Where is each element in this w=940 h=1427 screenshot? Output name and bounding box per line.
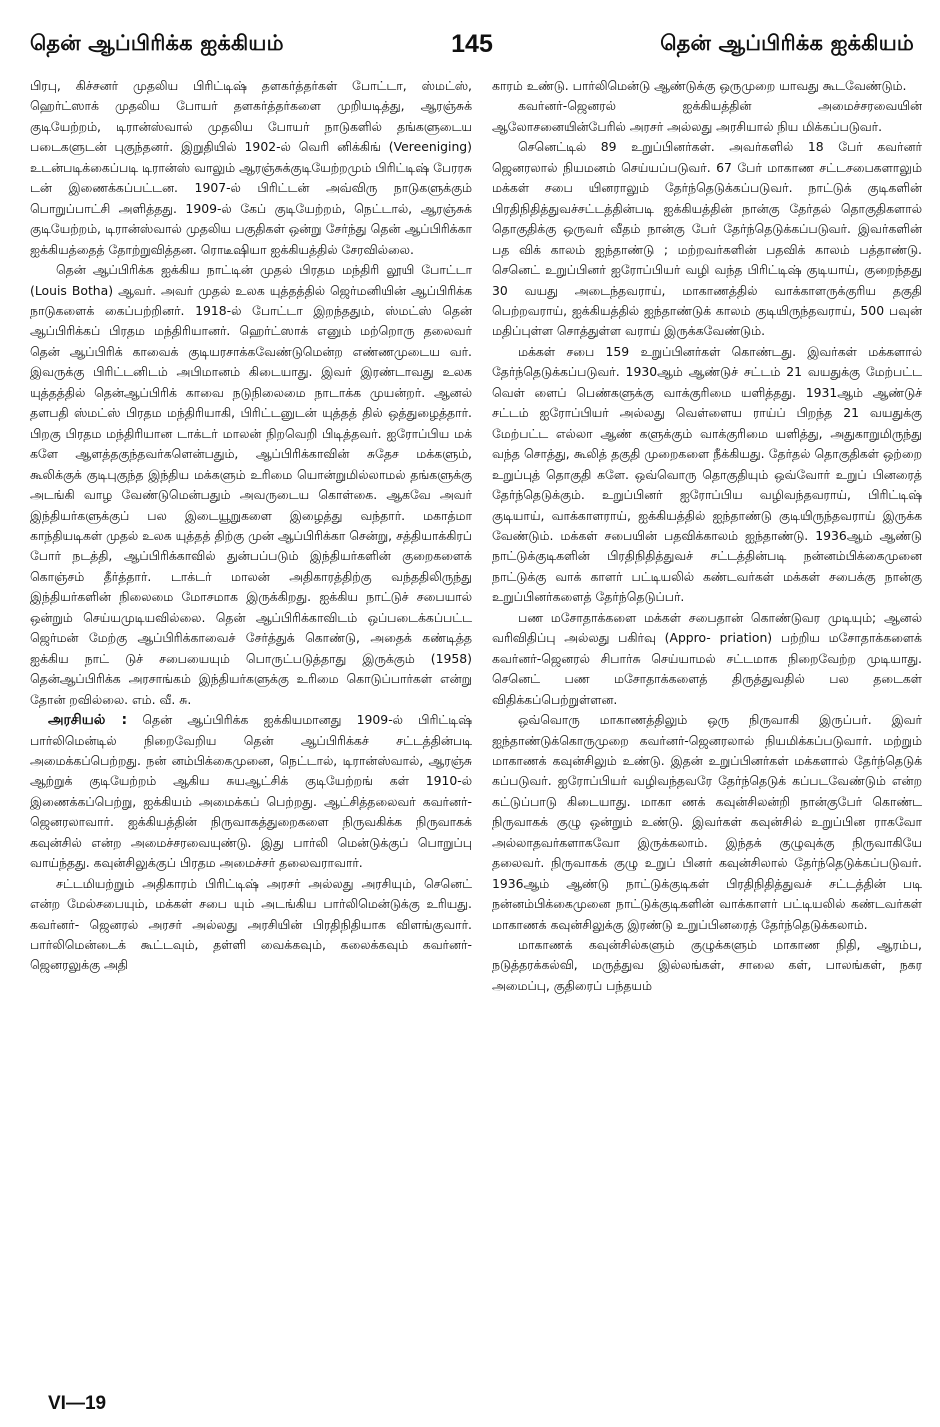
- paragraph: பிரபு, கிச்சனர் முதலிய பிரிட்டிஷ் தளகர்த்தர்கள் போட்டா, ஸ்மட்ஸ், ஹெர்ட்ஸாக் முதலிய போயர் தளகர்த்தர்களை முறியடித்து, ஆரஞ்சுக் குடியேற்றம், டிரான்ஸ்வால் முதலிய போயர் நாடுகளில் தங்களுடைய படைகளுடன் புகுந்தனர். இறுதியில் 1902-ல் வெரி னிக்கிங் (Vereeniging) உடன்படிக்கைப்படி டிரான்ஸ் வாலும் ஆரஞ்சுக்குடியேற்றமும் பிரிட்டிஷ் பேரரசு டன் இணைக்கப்பட்டன. 1907-ல் பிரிட்டன் அவ்விரு நாடுகளுக்கும் பொறுப்பாட்சி அளித்தது. 1909-ல் கேப் குடியேற்றம், நெட்டால், ஆரஞ்சுக் குடியேற்றம், டிரான்ஸ்வால் முதலிய பகுதிகள் ஒன்று சேர்ந்து தென் ஆப்பிரிக்கா ஐக்கியத்தைத் தோற்றுவித்தன. ரொடீஷியா ஐக்கியத்தில் சேரவில்லை.: [30, 78, 472, 257]
- paragraph: சட்டமியற்றும் அதிகாரம் பிரிட்டிஷ் அரசர் அல்லது அரசியும், செனெட் என்ற மேல்சபையும், மக்கள் சபை யும் அடங்கிய பார்லிமென்டுக்கு உரியது. கவர்னர்- ஜெனரல் அரசர் அல்லது அரசியின் பிரதிநிதியாக விளங்குவார். பார்லிமென்டைக் கூட்டவும், தள்ளி வைக்கவும், கலைக்கவும் கவர்னர்-ஜெனரலுக்கு அதி: [30, 875, 472, 973]
- running-title-left: தென் ஆப்பிரிக்க ஐக்கியம்: [30, 30, 284, 55]
- politics-section-paragraph: [30, 710, 472, 874]
- running-title-right: தென் ஆப்பிரிக்க ஐக்கியம்: [660, 30, 914, 55]
- paragraph: ஒவ்வொரு மாகாணத்திலும் ஒரு நிருவாகி இருப்பர். இவர் ஐந்தாண்டுக்கொருமுறை கவர்னர்-ஜெனரலால் நியமிக்கப்படுவார். மற்றும் மாகாணக் கவுன்சிலும் உண்டு. இதன் உறுப்பினர்கள் மக்களால் தேர்ந்தெடுக் கப்படுவர். ஐரோப்பியர் வழிவந்தவரே தேர்ந்தெடுக் கப்படவேண்டும் என்ற கட்டுப்பாடு கிடையாது. மாகா ணக் கவுன்சிலன்றி நான்குபேர் கொண்ட நிருவாகக் குழு ஒன்றும் உண்டு. இவர்கள் கவுன்சில் உறுப்பின ராகவோ அல்லாதவர்களாகவோ இருக்கலாம். இந்தக் குழுவுக்கு நிருவாகியே தலைவர். நிருவாகக் குழு உறுப் பினர் கவுன்சிலால் தேர்ந்தெடுக்கப்படுவர். 1936ஆம் ஆண்டு நாட்டுக்குடிகள் பிரதிநிதித்துவச் சட்டத்தின் படி நன்னம்பிக்கைமுனை நாட்டுக்குடிகளின் வாக்காளர் பட்டியலில் கண்டவர்கள் மாகாணக் கவுன்சிலுக்கு இரண்டு உறுப்பினரைத் தேர்ந்தெடுக்கலாம்.: [492, 712, 922, 932]
- section-title: அரசியல் :: [48, 712, 128, 729]
- paragraph: மக்கள் சபை 159 உறுப்பினர்கள் கொண்டது. இவர்கள் மக்களால் தேர்ந்தெடுக்கப்படுவர். 1930ஆம் ஆண்டுச் சட்டம் 21 வயதுக்கு மேற்பட்ட வெள் ளைப் பெண்களுக்கு வாக்குரிமை யளித்தது. 1931ஆம் ஆண்டுச் சட்டம் ஐரோப்பியர் அல்லது வெள்ளைய ராய்ப் பிறந்த 21 வயதுக்கு மேற்பட்ட எல்லா ஆண் களுக்கும் வாக்குரிமை யளித்து, அதுகாறுமிருந்து வந்த சொத்து, கூலித் தகுதி முறைகளை நீக்கியது. தேர்தல் தொகுதிகள் ஒற்றை உறுப்புத் தொகுதி களே. ஒவ்வொரு தொகுதியும் ஒவ்வோர் உறுப் பினரைத் தேர்ந்தெடுக்கும். உறுப்பினர் ஐரோப்பிய வழிவந்தவராய், பிரிட்டிஷ் குடியாய், வாக்காளராய், ஐக்கியத்தில் ஐந்தாண்டு குடியிருந்தவராய் இருக்க வேண்டும். மக்கள் சபையின் பதவிக்காலம் ஐந்தாண்டு. 1936ஆம் ஆண்டு நாட்டுக்குடிகளின் பிரதிநிதித்துவச் சட்டத்தின்படி நன்னம்பிக்கைமுனை நாட்டுக்கு வாக் காளர் பட்டியலில் கண்டவர்கள் மக்கள் சபைக்கு நான்கு உறுப்பினர்களைத் தேர்ந்தெடுப்பர்.: [492, 343, 922, 605]
- paragraph: கவர்னர்-ஜெனரல் ஐக்கியத்தின் அமைச்சரவையின் ஆலோசனையின்பேரில் அரசர் அல்லது அரசியால் நிய மிக்கப்படுவர்.: [492, 98, 922, 134]
- section-text: தென் ஆப்பிரிக்க ஐக்கியமானது 1909-ல் பிரிட்டிஷ் பார்லிமென்டில் நிறைவேறிய தென் ஆப்பிரிக்கச் சட்டத்தின்படி அமைக்கப்பெற்றது. நன் னம்பிக்கைமுனை, நெட்டால், டிரான்ஸ்வால், ஆரஞ்சு ஆற்றுக் குடியேற்றம் ஆகிய சுயஆட்சிக் குடியேற்றங் கள் 1910-ல் இணைக்கப்பெற்று, ஐக்கியம் அமைக்கப் பெற்றது. ஆட்சித்தலைவர் கவர்னர்-ஜெனரலாவார். ஐக்கியத்தின் நிருவாகத்துறைகளை நிருவகிக்க நிருவாகக் கவுன்சில் என்ற அமைச்சரவையுண்டு. இது பார்லி மென்டுக்குப் பொறுப்பு வாய்ந்தது. கவுன்சிலுக்குப் பிரதம அமைச்சர் தலைவராவார்.: [30, 712, 472, 871]
- paragraph: செனெட்டில் 89 உறுப்பினர்கள். அவர்களில் 18 பேர் கவர்னர் ஜெனரலால் நியமனம் செய்யப்படுவர். 67 பேர் மாகாண சட்டசபைகளாலும் மக்கள் சபை யினராலும் தேர்ந்தெடுக்கப்படுவர். நாட்டுக் குடிகளின் பிரதிநிதித்துவச்சட்டத்தின்படி ஐக்கியத்தின் நான்கு தேர்தல் தொகுதிகளால் தொகுதிக்கு ஒருவர் வீதம் நான்கு பேர் தேர்ந்தெடுக்கப்படுவர். இவர்களின் பத விக் காலம் ஐந்தாண்டு ; மற்றவர்களின் பதவிக் காலம் பத்தாண்டு. செனெட் உறுப்பினர் ஐரோப்பியர் வழி வந்த பிரிட்டிஷ் குடியாய், குறைந்தது 30 வயது அடைந்தவராய், மாகாணத்தில் வாக்காளருக்குரிய தகுதி பெற்றவராய், ஐக்கியத்தில் ஐந்தாண்டுக் காலம் குடியிருந்தவராய், 500 பவுன் மதிப்புள்ள சொத்துள்ள வராய் இருக்கவேண்டும்.: [492, 139, 922, 339]
- paragraph: பண மசோதாக்களை மக்கள் சபைதான் கொண்டுவர முடியும்; ஆனல் வரிவிதிப்பு அல்லது பகிர்வு (Appro- priation) பற்றிய மசோதாக்களைக் கவர்னர்-ஜெனரல் சிபார்சு செய்யாமல் சட்டமாக நிறைவேற்ற முடியாது. செனெட் பண மசோதாக்களைத் திருத்துவதில் பல தடைகள் விதிக்கப்பெற்றுள்ளன.: [492, 609, 922, 707]
- signature-mark: VI—19: [48, 1393, 107, 1414]
- paragraph: மாகாணக் கவுன்சில்களும் குழுக்களும் மாகாண நிதி, ஆரம்ப, நடுத்தரக்கல்வி, மருத்துவ இல்லங்கள், சாலை கள், பாலங்கள், நகர அமைப்பு, குதிரைப் பந்தயம்: [492, 937, 922, 993]
- right-column: [492, 76, 922, 1374]
- left-column: [30, 76, 472, 1374]
- paragraph: தென் ஆப்பிரிக்க ஐக்கிய நாட்டின் முதல் பிரதம மந்திரி லூயி போட்டா (Louis Botha) ஆவர். அவர் முதல் உலக யுத்தத்தில் ஜெர்மனியின் ஆப்பிரிக்க நாடுகளைக் கைப்பற்றினர். 1918-ல் போட்டா இறந்ததும், ஸ்மட்ஸ் தென் ஆப்பிரிக்கப் பிரதம மந்திரியானர். ஹெர்ட்ஸாக் எனும் மற்றொரு தலைவர் தென் ஆப்பிரிக் காவைக் குடியரசாக்கவேண்டுமென்ற எண்ணமுடைய வர். இவருக்கு பிரிட்டனிடம் அபிமானம் கிடையாது. இவர் இரண்டாவது உலக யுத்தத்தில் தென்ஆப்பிரிக் காவை நடுநிலைமை நாடாக்க முயன்றர். ஆனல் தளபதி ஸ்மட்ஸ் பிரதம மந்திரியாகி, பிரிட்டனுடன் யுத்தத் தில் ஒத்துழைத்தார். பிறகு பிரதம மந்திரியான டாக்டர் மாலன் நிறவெறி பிடித்தவர். ஐரோப்பிய மக் களே ஆளத்தகுந்தவர்களென்பதும், ஆப்பிரிக்காவின் சுதேச மக்களும், கூலிக்குக் குடிபுகுந்த இந்திய மக்களும் உரிமை யொன்றுமில்லாமல் தங்களுக்கு அடங்கி வாழ வேண்டுமென்பதும் அவருடைய கொள்கை. ஆகவே அவர் இந்தியர்களுக்குப் பல இடையூறுகளை இழைத்து வந்தார். மகாத்மா காந்தியடிகள் முதல் உலக யுத்தத் திற்கு முன் ஆப்பிரிக்கா சென்று, சத்தியாக்கிரப் போர் நடத்தி, ஆப்பிரிக்காவில் துன்பப்படும் இந்தியர்களின் குறைகளைக் கொஞ்சம் தீர்த்தார். டாக்டர் மாலன் அதிகாரத்திற்கு வந்ததிலிருந்து இந்தியர்களின் நிலைமை மோசமாக இருக்கிறது. ஐக்கிய நாட்டுச் சபையால் ஒன்றும் செய்யமுடியவில்லை. தென் ஆப்பிரிக்காவிடம் ஒப்படைக்கப்பட்ட ஜெர்மன் மேற்கு ஆப்பிரிக்காவைச் சேர்த்துக் கொண்டு, அதைக் கண்டித்த ஐக்கிய நாட் டுச் சபையையும் பொருட்படுத்தாது இருக்கும் (1958) தென்ஆப்பிரிக்க அரசாங்கம் இந்தியர்களுக்கு உரிமை கொடுப்பார்கள் என்று தோன் றவில்லை. எம். வீ. சு.: [30, 262, 472, 707]
- page-number: 145: [451, 29, 493, 58]
- page-header: [30, 24, 914, 64]
- paragraph: காரம் உண்டு. பார்லிமென்டு ஆண்டுக்கு ஒருமுறை யாவது கூடவேண்டும்.: [492, 78, 907, 93]
